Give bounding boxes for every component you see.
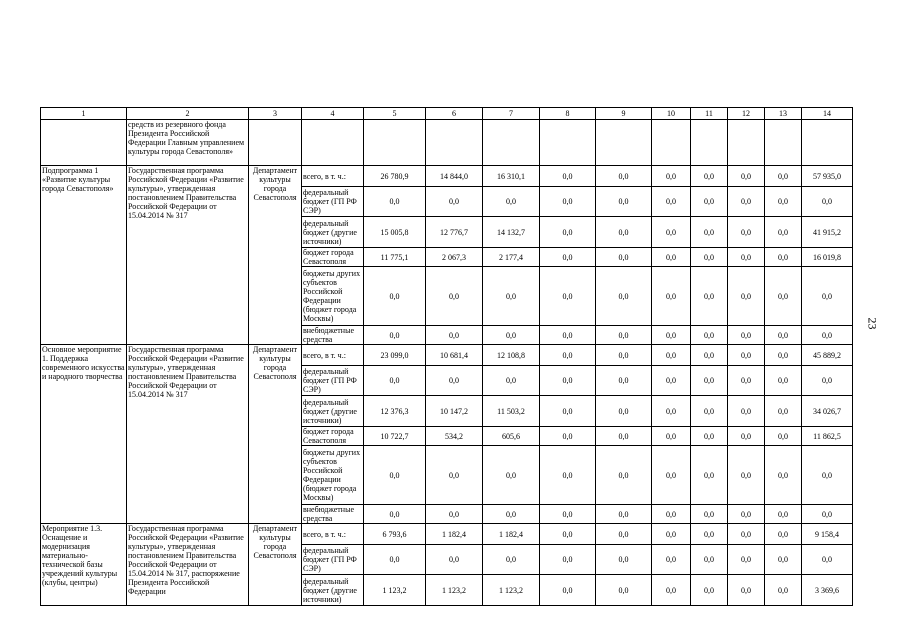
value-cell: 0,0 (483, 187, 540, 217)
value-cell: 0,0 (728, 505, 765, 524)
value-cell: 0,0 (652, 345, 691, 366)
empty-cell (540, 120, 596, 166)
value-cell: 0,0 (691, 366, 728, 396)
value-cell: 16 310,1 (483, 166, 540, 187)
funding-source-cell: федеральный бюджет (ГП РФ СЭР) (302, 545, 364, 575)
column-number-header: 9 (596, 108, 652, 120)
value-cell: 0,0 (652, 166, 691, 187)
value-cell: 10 147,2 (426, 396, 483, 427)
value-cell: 0,0 (596, 217, 652, 248)
value-cell: 0,0 (765, 524, 802, 545)
value-cell: 0,0 (652, 187, 691, 217)
value-cell: 0,0 (540, 187, 596, 217)
value-cell: 0,0 (596, 524, 652, 545)
header-row (41, 108, 853, 120)
value-cell: 0,0 (652, 366, 691, 396)
value-cell: 14 132,7 (483, 217, 540, 248)
value-cell: 0,0 (596, 326, 652, 345)
value-cell: 0,0 (364, 267, 426, 326)
value-cell: 0,0 (691, 545, 728, 575)
empty-cell (691, 120, 728, 166)
column-number-header: 3 (249, 108, 302, 120)
funding-source-cell: всего, в т. ч.: (302, 166, 364, 187)
value-cell: 0,0 (691, 217, 728, 248)
value-cell: 0,0 (765, 187, 802, 217)
program-cell: Государственная программа Российской Федерации «Развитие культуры», утвержденная постановлением Правительства Российской Федерации от 15.04.2014 № 317 (127, 166, 249, 345)
column-number-header: 1 (41, 108, 127, 120)
value-cell: 16 019,8 (802, 248, 853, 267)
page-number: 23 (865, 317, 880, 330)
value-cell: 23 099,0 (364, 345, 426, 366)
value-cell: 0,0 (728, 575, 765, 606)
value-cell: 0,0 (728, 166, 765, 187)
value-cell: 2 067,3 (426, 248, 483, 267)
value-cell: 0,0 (540, 326, 596, 345)
value-cell: 0,0 (540, 267, 596, 326)
value-cell: 1 123,2 (426, 575, 483, 606)
value-cell: 0,0 (691, 187, 728, 217)
column-number-header: 10 (652, 108, 691, 120)
column-number-header: 12 (728, 108, 765, 120)
value-cell: 0,0 (765, 366, 802, 396)
value-cell: 0,0 (765, 545, 802, 575)
value-cell: 0,0 (483, 545, 540, 575)
value-cell: 0,0 (596, 248, 652, 267)
value-cell: 0,0 (426, 187, 483, 217)
value-cell: 0,0 (426, 267, 483, 326)
empty-cell (483, 120, 540, 166)
empty-cell (652, 120, 691, 166)
value-cell: 9 158,4 (802, 524, 853, 545)
value-cell: 0,0 (652, 505, 691, 524)
table-row (41, 524, 853, 545)
column-number-header: 4 (302, 108, 364, 120)
value-cell: 0,0 (483, 446, 540, 505)
value-cell: 26 780,9 (364, 166, 426, 187)
value-cell: 0,0 (765, 505, 802, 524)
funding-source-cell: бюджет города Севастополя (302, 248, 364, 267)
value-cell: 0,0 (728, 248, 765, 267)
value-cell: 0,0 (802, 545, 853, 575)
value-cell: 0,0 (596, 366, 652, 396)
value-cell: 0,0 (426, 505, 483, 524)
value-cell: 11 862,5 (802, 427, 853, 446)
value-cell: 0,0 (691, 396, 728, 427)
value-cell: 0,0 (802, 187, 853, 217)
value-cell: 0,0 (802, 326, 853, 345)
value-cell: 11 775,1 (364, 248, 426, 267)
value-cell: 0,0 (691, 575, 728, 606)
value-cell: 0,0 (652, 217, 691, 248)
empty-cell (765, 120, 802, 166)
value-cell: 0,0 (652, 446, 691, 505)
value-cell: 0,0 (540, 248, 596, 267)
value-cell: 0,0 (364, 326, 426, 345)
value-cell: 0,0 (652, 326, 691, 345)
value-cell: 0,0 (802, 446, 853, 505)
funding-source-cell: бюджеты других субъектов Российской Федерации (бюджет города Москвы) (302, 267, 364, 326)
value-cell: 0,0 (765, 575, 802, 606)
value-cell: 0,0 (364, 505, 426, 524)
value-cell: 0,0 (652, 427, 691, 446)
empty-cell (41, 120, 127, 166)
value-cell: 0,0 (765, 267, 802, 326)
value-cell: 41 915,2 (802, 217, 853, 248)
value-cell: 0,0 (652, 524, 691, 545)
funding-source-cell: всего, в т. ч.: (302, 345, 364, 366)
value-cell: 0,0 (728, 326, 765, 345)
value-cell: 15 005,8 (364, 217, 426, 248)
column-number-header: 6 (426, 108, 483, 120)
value-cell: 0,0 (728, 524, 765, 545)
funding-source-cell: внебюджетные средства (302, 505, 364, 524)
value-cell: 0,0 (691, 505, 728, 524)
value-cell: 12 776,7 (426, 217, 483, 248)
value-cell: 0,0 (540, 366, 596, 396)
value-cell: 0,0 (691, 166, 728, 187)
funding-source-cell: внебюджетные средства (302, 326, 364, 345)
value-cell: 0,0 (540, 524, 596, 545)
value-cell: 534,2 (426, 427, 483, 446)
value-cell: 0,0 (802, 505, 853, 524)
value-cell: 12 108,8 (483, 345, 540, 366)
funding-source-cell: федеральный бюджет (ГП РФ СЭР) (302, 187, 364, 217)
continuation-row (41, 120, 853, 166)
value-cell: 0,0 (765, 166, 802, 187)
value-cell: 0,0 (540, 545, 596, 575)
value-cell: 0,0 (728, 187, 765, 217)
value-cell: 0,0 (691, 524, 728, 545)
value-cell: 0,0 (728, 345, 765, 366)
value-cell: 34 026,7 (802, 396, 853, 427)
value-cell: 0,0 (652, 267, 691, 326)
value-cell: 0,0 (652, 575, 691, 606)
empty-cell (596, 120, 652, 166)
value-cell: 0,0 (765, 217, 802, 248)
funding-source-cell: федеральный бюджет (другие источники) (302, 575, 364, 606)
column-number-header: 7 (483, 108, 540, 120)
value-cell: 0,0 (728, 446, 765, 505)
value-cell: 0,0 (426, 326, 483, 345)
column-number-header: 5 (364, 108, 426, 120)
executor-cell: Департамент культуры города Севастополя (249, 166, 302, 345)
value-cell: 0,0 (364, 545, 426, 575)
value-cell: 0,0 (483, 505, 540, 524)
value-cell: 0,0 (652, 545, 691, 575)
value-cell: 1 182,4 (483, 524, 540, 545)
value-cell: 12 376,3 (364, 396, 426, 427)
value-cell: 0,0 (728, 427, 765, 446)
activity-name-cell: Подпрограмма 1 «Развитие культуры города Севастополя» (41, 166, 127, 345)
value-cell: 0,0 (691, 446, 728, 505)
value-cell: 0,0 (802, 366, 853, 396)
executor-cell: Департамент культуры города Севастополя (249, 345, 302, 524)
value-cell: 0,0 (540, 217, 596, 248)
value-cell: 14 844,0 (426, 166, 483, 187)
value-cell: 10 722,7 (364, 427, 426, 446)
program-cell: Государственная программа Российской Федерации «Развитие культуры», утвержденная постановлением Правительства Российской Федерации от 15.04.2014 № 317, распоряжение Президента Российской Федерации (127, 524, 249, 606)
value-cell: 0,0 (596, 446, 652, 505)
funding-source-cell: всего, в т. ч.: (302, 524, 364, 545)
value-cell: 605,6 (483, 427, 540, 446)
value-cell: 0,0 (765, 248, 802, 267)
value-cell: 1 123,2 (364, 575, 426, 606)
value-cell: 0,0 (540, 166, 596, 187)
empty-cell (802, 120, 853, 166)
value-cell: 0,0 (691, 345, 728, 366)
value-cell: 0,0 (691, 267, 728, 326)
value-cell: 0,0 (691, 326, 728, 345)
budget-table (40, 107, 853, 606)
value-cell: 0,0 (802, 267, 853, 326)
column-number-header: 8 (540, 108, 596, 120)
value-cell: 11 503,2 (483, 396, 540, 427)
value-cell: 0,0 (596, 427, 652, 446)
value-cell: 2 177,4 (483, 248, 540, 267)
empty-cell (728, 120, 765, 166)
value-cell: 0,0 (596, 396, 652, 427)
value-cell: 0,0 (426, 366, 483, 396)
column-number-header: 14 (802, 108, 853, 120)
value-cell: 0,0 (596, 166, 652, 187)
value-cell: 0,0 (728, 217, 765, 248)
funding-source-cell: федеральный бюджет (ГП РФ СЭР) (302, 366, 364, 396)
activity-name-cell: Мероприятие 1.3. Оснащение и модернизация материально-технической базы учреждений культуры (клубы, центры) (41, 524, 127, 606)
value-cell: 0,0 (364, 187, 426, 217)
funding-source-cell: бюджет города Севастополя (302, 427, 364, 446)
value-cell: 57 935,0 (802, 166, 853, 187)
value-cell: 0,0 (728, 396, 765, 427)
value-cell: 3 369,6 (802, 575, 853, 606)
value-cell: 0,0 (652, 396, 691, 427)
value-cell: 0,0 (765, 446, 802, 505)
value-cell: 0,0 (691, 248, 728, 267)
value-cell: 0,0 (426, 446, 483, 505)
table-row (41, 166, 853, 187)
funding-source-cell: федеральный бюджет (другие источники) (302, 396, 364, 427)
column-number-header: 2 (127, 108, 249, 120)
funding-source-cell: бюджеты других субъектов Российской Федерации (бюджет города Москвы) (302, 446, 364, 505)
continuation-text: средств из резервного фонда Президента Российской Федерации Главным управлением культуры города Севастополя» (127, 120, 249, 166)
empty-cell (302, 120, 364, 166)
value-cell: 0,0 (540, 396, 596, 427)
value-cell: 0,0 (540, 446, 596, 505)
value-cell: 0,0 (483, 267, 540, 326)
value-cell: 0,0 (765, 345, 802, 366)
value-cell: 0,0 (364, 366, 426, 396)
value-cell: 0,0 (596, 267, 652, 326)
value-cell: 45 889,2 (802, 345, 853, 366)
value-cell: 0,0 (483, 366, 540, 396)
program-cell: Государственная программа Российской Федерации «Развитие культуры», утвержденная постановлением Правительства Российской Федерации от 15.04.2014 № 317 (127, 345, 249, 524)
value-cell: 0,0 (540, 427, 596, 446)
value-cell: 0,0 (540, 345, 596, 366)
value-cell: 0,0 (596, 187, 652, 217)
value-cell: 0,0 (765, 326, 802, 345)
value-cell: 10 681,4 (426, 345, 483, 366)
value-cell: 0,0 (540, 505, 596, 524)
empty-cell (364, 120, 426, 166)
value-cell: 0,0 (765, 396, 802, 427)
value-cell: 1 123,2 (483, 575, 540, 606)
empty-cell (426, 120, 483, 166)
value-cell: 0,0 (483, 326, 540, 345)
value-cell: 1 182,4 (426, 524, 483, 545)
activity-name-cell: Основное мероприятие 1. Поддержка современного искусства и народного творчества (41, 345, 127, 524)
value-cell: 0,0 (596, 345, 652, 366)
value-cell: 0,0 (765, 427, 802, 446)
funding-source-cell: федеральный бюджет (другие источники) (302, 217, 364, 248)
value-cell: 0,0 (540, 575, 596, 606)
value-cell: 6 793,6 (364, 524, 426, 545)
value-cell: 0,0 (691, 427, 728, 446)
column-number-header: 13 (765, 108, 802, 120)
value-cell: 0,0 (728, 267, 765, 326)
empty-cell (249, 120, 302, 166)
value-cell: 0,0 (596, 545, 652, 575)
value-cell: 0,0 (596, 505, 652, 524)
value-cell: 0,0 (652, 248, 691, 267)
executor-cell: Департамент культуры города Севастополя (249, 524, 302, 606)
value-cell: 0,0 (728, 545, 765, 575)
value-cell: 0,0 (728, 366, 765, 396)
value-cell: 0,0 (426, 545, 483, 575)
table-row (41, 345, 853, 366)
column-number-header: 11 (691, 108, 728, 120)
value-cell: 0,0 (364, 446, 426, 505)
value-cell: 0,0 (596, 575, 652, 606)
